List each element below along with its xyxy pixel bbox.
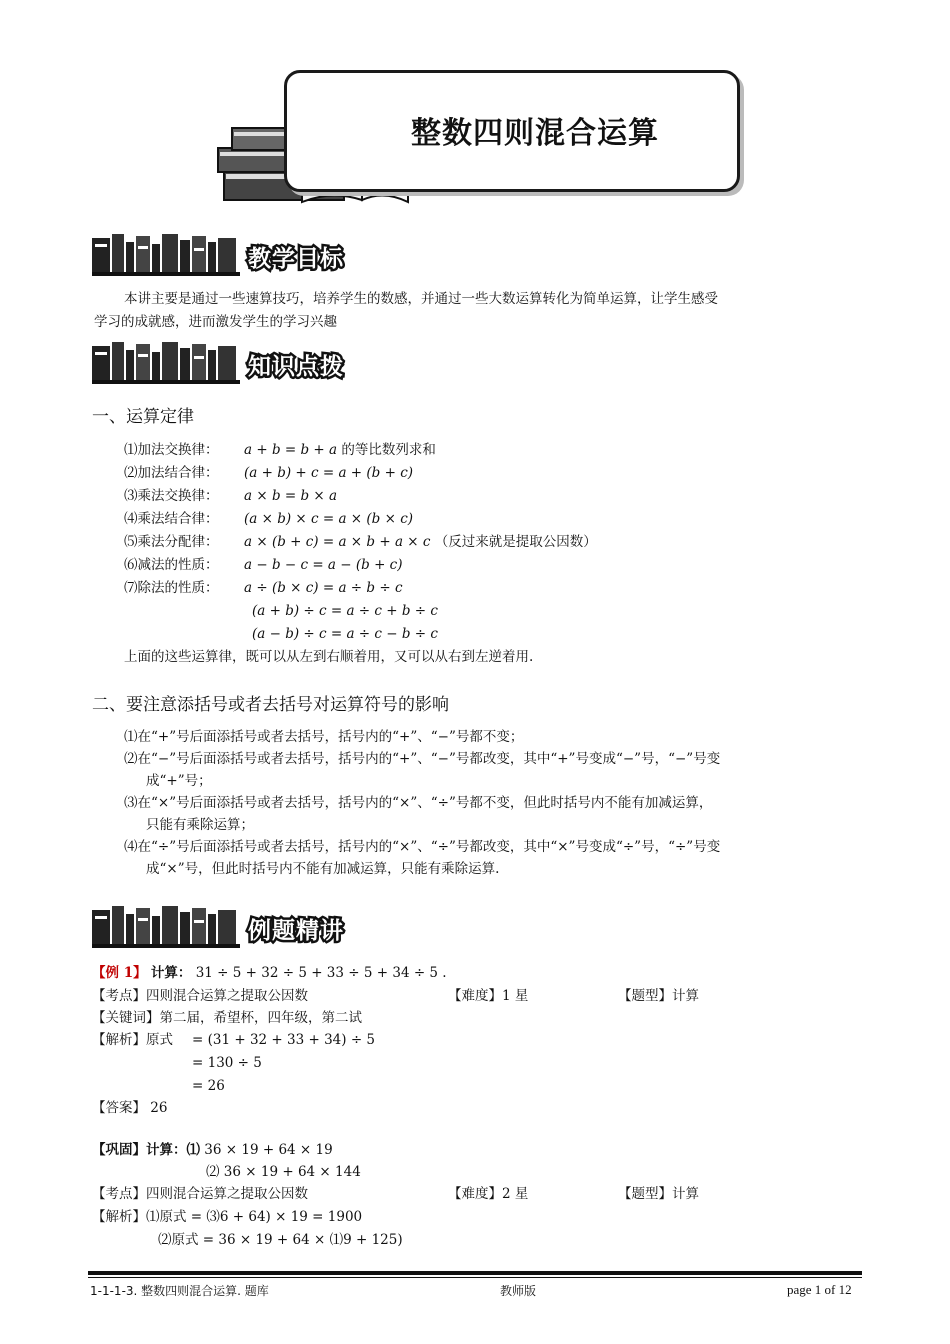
- rule-label: ⑵加法结合律：: [124, 465, 219, 481]
- example1-step: = (31 + 32 + 33 + 34) ÷ 5: [192, 1032, 376, 1048]
- example1-question: [92, 962, 447, 984]
- rule-row: [124, 508, 597, 531]
- consolidate-tixing: 【题型】计算: [618, 1186, 699, 1202]
- consolidate-tag: 【巩固】: [92, 1142, 146, 1158]
- part2-item-cont: 成“×”号，但此时括号内不能有加减运算，只能有乘除运算.: [146, 861, 500, 877]
- rule-label: ⑶乘法交换律：: [124, 488, 219, 504]
- consolidate-q1: 36 × 19 + 64 × 19: [204, 1142, 333, 1158]
- rule-row: [124, 554, 597, 577]
- example-tag: 【例 1】: [92, 965, 147, 981]
- example1-keywords: 【关键词】第二届，希望杯，四年级，第二试: [92, 1010, 362, 1026]
- part1-heading: 一、运算定律: [92, 407, 194, 427]
- consolidate-question: [92, 1139, 333, 1161]
- page-title: 整数四则混合运算: [411, 116, 659, 151]
- part2-item-cont: 只能有乘除运算；: [146, 817, 254, 833]
- example1-jiexi-label: 【解析】原式: [92, 1032, 173, 1048]
- footer-edition: 教师版: [500, 1284, 537, 1298]
- footer-rule: [88, 1271, 862, 1275]
- intro-line-1: 本讲主要是通过一些速算技巧，培养学生的数感，并通过一些大数运算转化为简单运算，让学生感受: [124, 291, 718, 307]
- bookshelf-icon: [92, 340, 242, 384]
- footer-page-number: page 1 of 12: [787, 1282, 852, 1297]
- consolidate-q2: 36 × 19 + 64 × 144: [223, 1164, 361, 1180]
- section-heading-examples: 例题精讲: [248, 918, 344, 944]
- example-expression: 31 ÷ 5 + 32 ÷ 5 + 33 ÷ 5 + 34 ÷ 5 .: [195, 965, 447, 981]
- rules-list: [124, 439, 597, 669]
- rule-row: [124, 439, 597, 462]
- section-banner-knowledge: [92, 340, 372, 386]
- consolidate-kaodian: 【考点】四则混合运算之提取公因数: [92, 1186, 308, 1202]
- rule-note: （反过来就是提取公因数）: [434, 534, 597, 550]
- rule-row: [124, 577, 597, 600]
- part2-list: [124, 726, 864, 880]
- example1-kaodian: 【考点】四则混合运算之提取公因数: [92, 988, 308, 1004]
- intro-line-2: 学习的成就感，进而激发学生的学习兴趣: [94, 314, 337, 330]
- bookshelf-icon: [92, 232, 242, 276]
- rule-formula: a × (b + c) = a × b + a × c: [244, 534, 431, 550]
- part2-item: ⑷在“÷”号后面添括号或者去括号，括号内的“×”、“÷”号都改变，其中“×”号变成“÷”号，“÷”号变: [124, 839, 721, 855]
- rule-label: ⑴加法交换律：: [124, 442, 219, 458]
- rule-row: [124, 462, 597, 485]
- example-prompt: 计算：: [150, 965, 192, 981]
- example1-answer: 【答案】 26: [92, 1100, 168, 1116]
- example1-step: = 26: [192, 1078, 225, 1094]
- footer-doc-name: 1-1-1-3. 整数四则混合运算. 题库: [90, 1284, 269, 1298]
- rule-formula: a − b − c = a − (b + c): [244, 557, 403, 573]
- section-heading-goals: 教学目标: [248, 246, 344, 272]
- bookshelf-icon: [92, 904, 242, 948]
- rule-formula: (a + b) + c = a + (b + c): [244, 465, 414, 481]
- consolidate-q2-label: ⑵: [206, 1164, 220, 1180]
- section-banner-examples: [92, 904, 372, 950]
- rule-note: 的等比数列求和: [341, 442, 436, 458]
- section-banner-goals: [92, 232, 372, 278]
- rule-row: [124, 531, 597, 554]
- rule-label: ⑷乘法结合律：: [124, 511, 219, 527]
- rule-extra: [124, 623, 597, 646]
- rules-summary: 上面的这些运算律，既可以从左到右顺着用，又可以从右到左逆着用.: [124, 649, 534, 665]
- consolidate-prompt: 计算：⑴: [146, 1142, 200, 1158]
- part2-item-cont: 成“+”号；: [146, 773, 212, 789]
- part2-item: ⑴在“+”号后面添括号或者去括号，括号内的“+”、“−”号都不变；: [124, 729, 524, 745]
- consolidate-jiexi-1: 【解析】⑴原式 = ⑶6 + 64) × 19 = 1900: [92, 1209, 363, 1225]
- rule-formula: a × b = b × a: [244, 488, 338, 504]
- rule-label: ⑹减法的性质：: [124, 557, 219, 573]
- part2-item: ⑵在“−”号后面添括号或者去括号，括号内的“+”、“−”号都改变，其中“+”号变成“−”号，“−”号变: [124, 751, 721, 767]
- section-heading-knowledge: 知识点拨: [248, 354, 344, 380]
- example1-tixing: 【题型】计算: [618, 988, 699, 1004]
- rule-formula: (a + b) ÷ c = a ÷ c + b ÷ c: [252, 603, 438, 619]
- part2-item: ⑶在“×”号后面添括号或者去括号，括号内的“×”、“÷”号都不变，但此时括号内不能有加减运算，: [124, 795, 713, 811]
- example1-step: = 130 ÷ 5: [192, 1055, 262, 1071]
- example1-nandu: 【难度】1 星: [448, 988, 529, 1004]
- rule-extra: [124, 600, 597, 623]
- footer-rule-thin: [88, 1277, 862, 1278]
- rule-label: ⑸乘法分配律：: [124, 534, 219, 550]
- consolidate-q2-row: [206, 1161, 361, 1183]
- consolidate-nandu: 【难度】2 星: [448, 1186, 529, 1202]
- rule-label: ⑺除法的性质：: [124, 580, 219, 596]
- rule-formula: a ÷ (b × c) = a ÷ b ÷ c: [244, 580, 403, 596]
- rule-row: [124, 485, 597, 508]
- rule-formula: (a − b) ÷ c = a ÷ c − b ÷ c: [252, 626, 438, 642]
- part2-heading: 二、要注意添括号或者去括号对运算符号的影响: [92, 695, 449, 715]
- rule-formula: (a × b) × c = a × (b × c): [244, 511, 414, 527]
- consolidate-jiexi-2: ⑵原式 = 36 × 19 + 64 × ⑴9 + 125): [158, 1232, 403, 1248]
- rule-formula: a + b = b + a: [244, 442, 338, 458]
